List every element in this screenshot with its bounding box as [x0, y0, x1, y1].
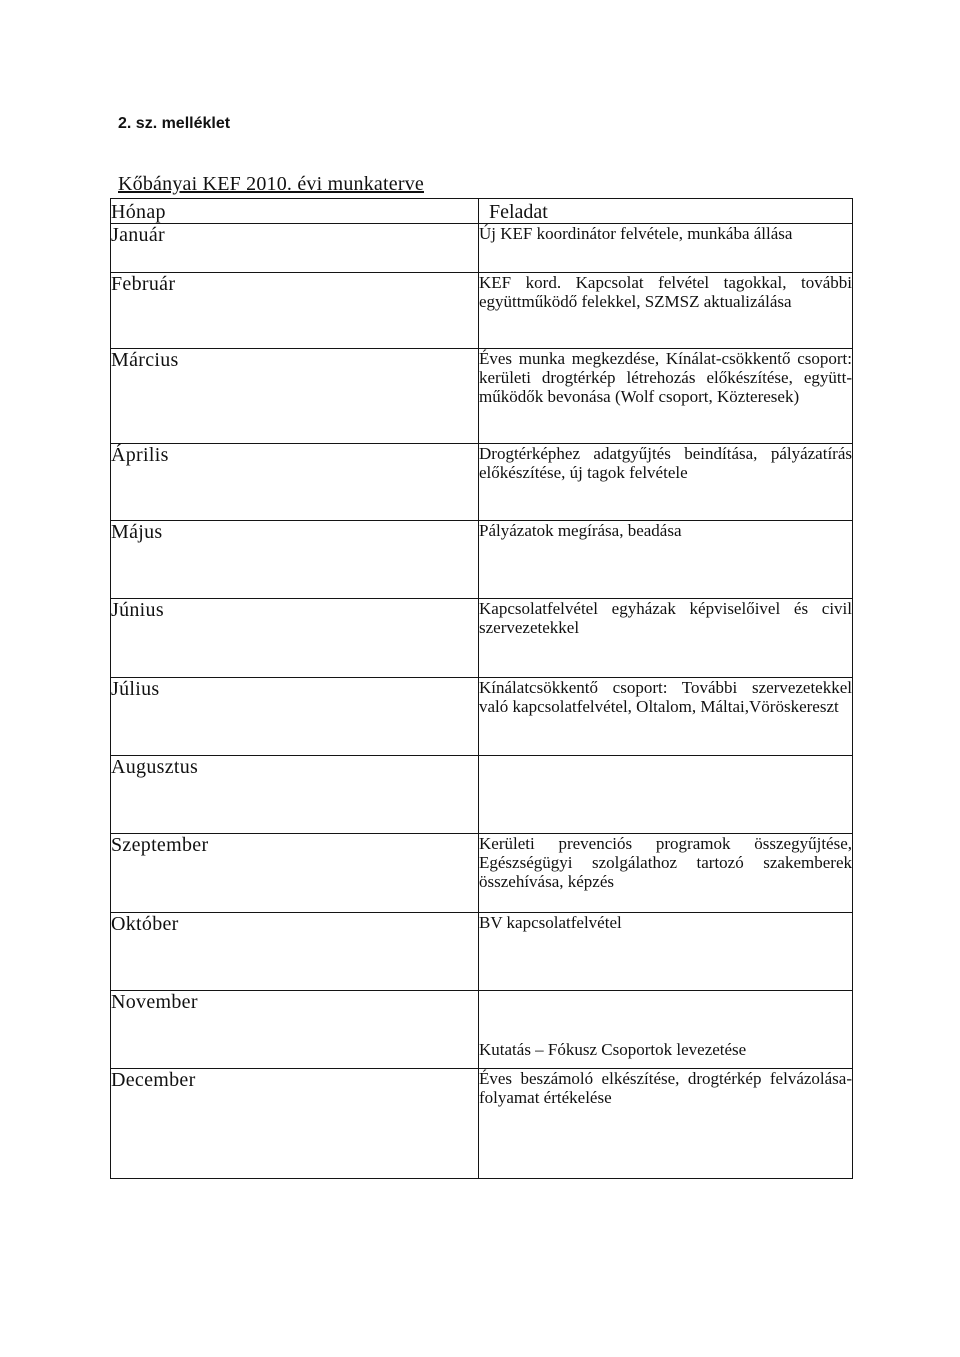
table-row	[111, 224, 853, 273]
month-cell: Április	[111, 444, 479, 521]
task-cell: BV kapcsolatfelvétel	[479, 913, 853, 991]
task-cell: Éves munka megkezdése, Kínálat-csökkentő csoport: kerületi drogtérkép létrehozás előkészítése, együtt-működők bevonása (Wolf csoport, Közteresek)	[479, 349, 853, 444]
task-cell: Drogtérképhez adatgyűjtés beindítása, pályázatírás előkészítése, új tagok felvétele	[479, 444, 853, 521]
task-cell: Kapcsolatfelvétel egyházak képviselőivel és civil szervezetekkel	[479, 599, 853, 678]
month-cell: November	[111, 991, 479, 1069]
task-cell: Kutatás – Fókusz Csoportok levezetése	[479, 991, 853, 1069]
month-cell: Július	[111, 678, 479, 756]
month-cell: Augusztus	[111, 756, 479, 834]
month-cell: Május	[111, 521, 479, 599]
task-cell	[479, 756, 853, 834]
column-header-task: Feladat	[479, 199, 853, 224]
table-row	[111, 913, 853, 991]
month-cell: Február	[111, 273, 479, 349]
table-row	[111, 678, 853, 756]
table-row	[111, 1069, 853, 1179]
work-plan-table	[110, 198, 853, 1179]
task-cell: Kínálatcsökkentő csoport: További szervezetekkel való kapcsolatfelvétel, Oltalom, Máltai,Vöröskereszt	[479, 678, 853, 756]
annex-label: 2. sz. melléklet	[118, 115, 231, 132]
table-header-row	[111, 199, 853, 224]
month-cell: Június	[111, 599, 479, 678]
task-cell: Éves beszámoló elkészítése, drogtérkép felvázolása- folyamat értékelése	[479, 1069, 853, 1179]
month-cell: December	[111, 1069, 479, 1179]
table-row	[111, 349, 853, 444]
table-row	[111, 991, 853, 1069]
table-row	[111, 756, 853, 834]
task-cell: Kerületi prevenciós programok összegyűjtése, Egészségügyi szolgálathoz tartozó szakemberek összehívása, képzés	[479, 834, 853, 913]
task-cell: Új KEF koordinátor felvétele, munkába állása	[479, 224, 853, 273]
table-row	[111, 444, 853, 521]
column-header-month: Hónap	[111, 199, 479, 224]
task-cell: Pályázatok megírása, beadása	[479, 521, 853, 599]
month-cell: Március	[111, 349, 479, 444]
table-row	[111, 834, 853, 913]
month-cell: Szeptember	[111, 834, 479, 913]
document-title: Kőbányai KEF 2010. évi munkaterve	[118, 173, 424, 195]
table-row	[111, 599, 853, 678]
table-row	[111, 521, 853, 599]
month-cell: Október	[111, 913, 479, 991]
table-row	[111, 273, 853, 349]
month-cell: Január	[111, 224, 479, 273]
task-cell: KEF kord. Kapcsolat felvétel tagokkal, további együttműködő felekkel, SZMSZ aktualizálása	[479, 273, 853, 349]
